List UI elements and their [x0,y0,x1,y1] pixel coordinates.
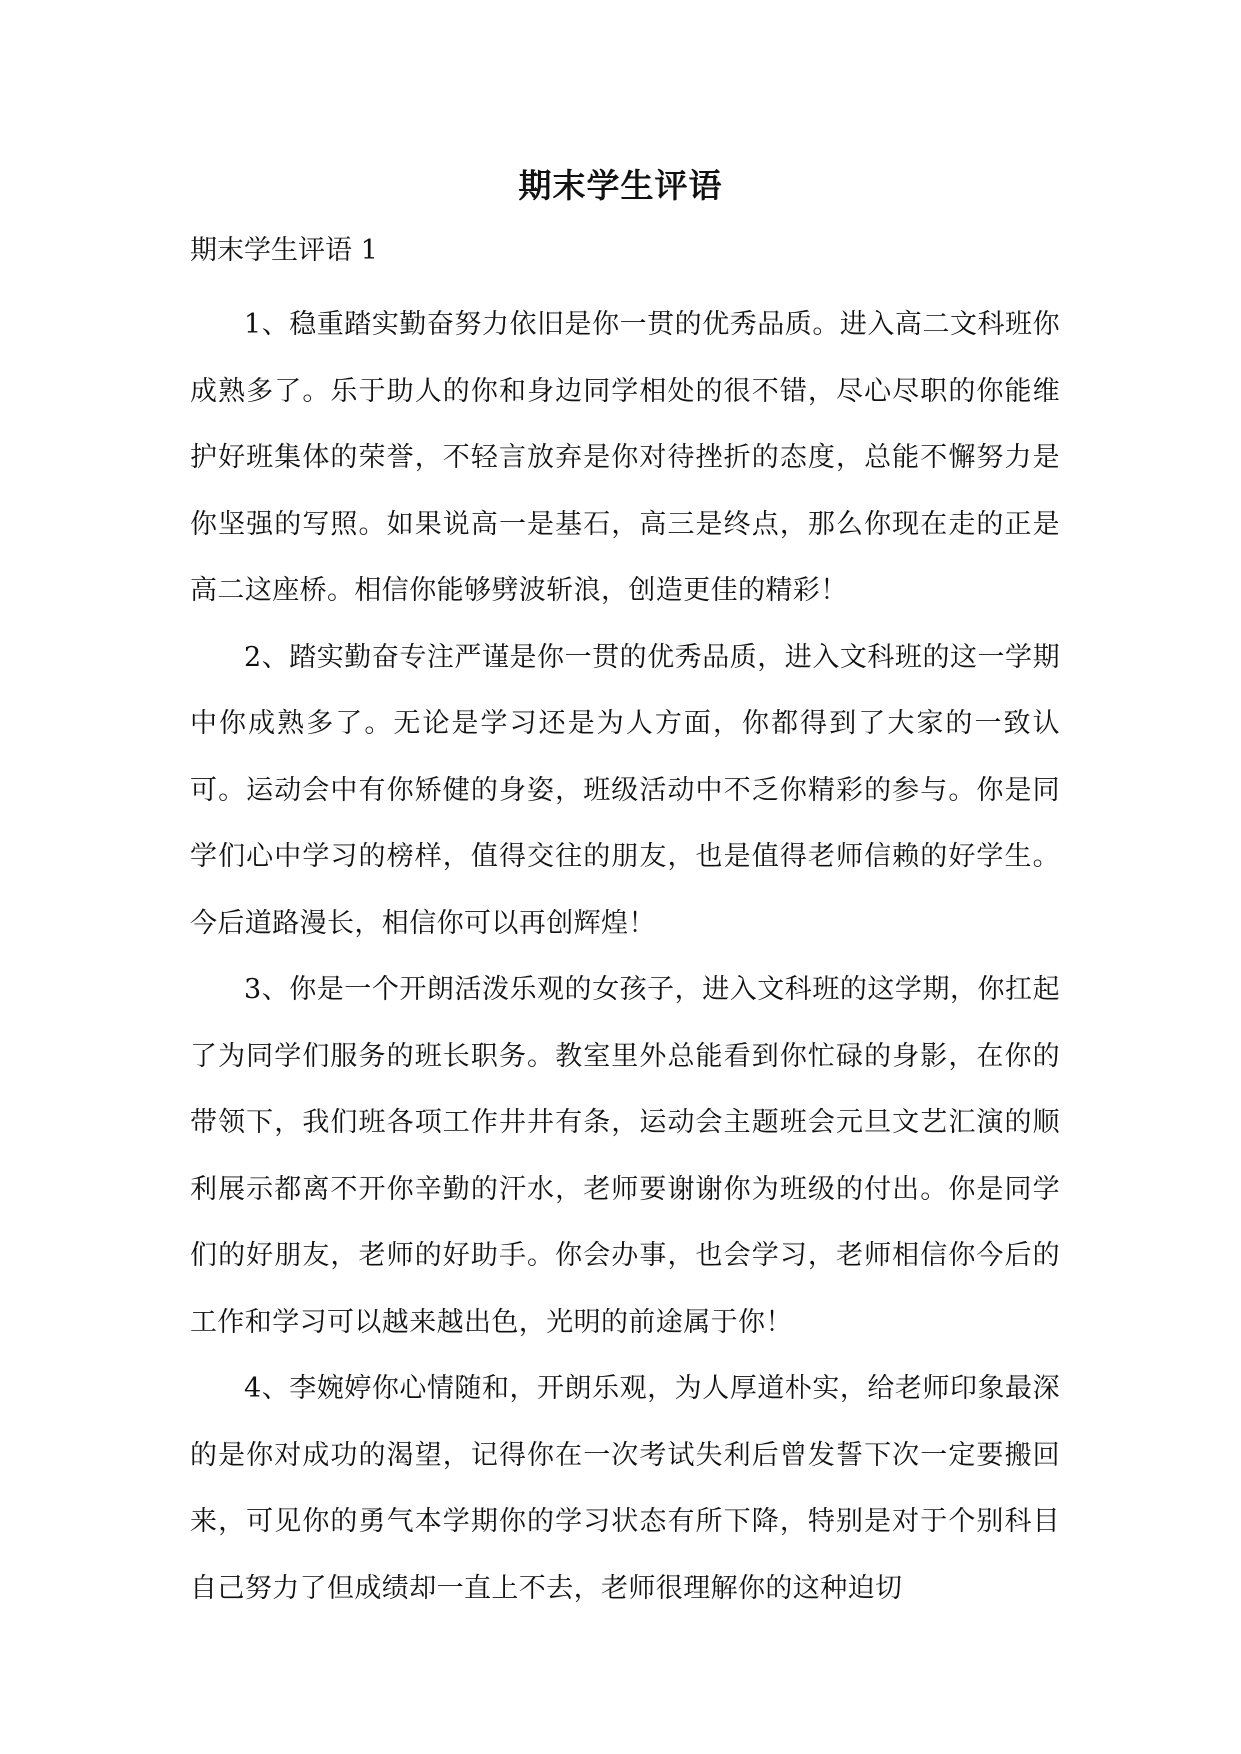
document-title: 期末学生评语 [518,166,723,205]
paragraph-4: 4、李婉婷你心情随和，开朗乐观，为人厚道朴实，给老师印象最深的是你对成功的渴望，记得你在一次考试失利后曾发誓下次一定要搬回来，可见你的勇气本学期你的学习状态有所下降，特别是对于个别科目自己努力了但成绩却一直上不去，老师很理解你的这种迫切 [190,1373,1060,1604]
paragraph-1: 1、稳重踏实勤奋努力依旧是你一贯的优秀品质。进入高二文科班你成熟多了。乐于助人的你和身边同学相处的很不错，尽心尽职的你能维护好班集体的荣誉，不轻言放弃是你对待挫折的态度，总能不懈努力是你坚强的写照。如果说高一是基石，高三是终点，那么你现在走的正是高二这座桥。相信你能够劈波斩浪，创造更佳的精彩！ [190,309,1060,606]
paragraph-3: 3、你是一个开朗活泼乐观的女孩子，进入文科班的这学期，你扛起了为同学们服务的班长职务。教室里外总能看到你忙碌的身影，在你的带领下，我们班各项工作井井有条，运动会主题班会元旦文艺汇演的顺利展示都离不开你辛勤的汗水，老师要谢谢你为班级的付出。你是同学们的好朋友，老师的好助手。你会办事，也会学习，老师相信你今后的工作和学习可以越来越出色，光明的前途属于你！ [190,974,1060,1338]
paragraph-2: 2、踏实勤奋专注严谨是你一贯的优秀品质，进入文科班的这一学期中你成熟多了。无论是学习还是为人方面，你都得到了大家的一致认可。运动会中有你矫健的身姿，班级活动中不乏你精彩的参与。你是同学们心中学习的榜样，值得交往的朋友，也是值得老师信赖的好学生。今后道路漫长，相信你可以再创辉煌！ [190,641,1060,939]
document-body [190,292,1060,1622]
section-heading: 期末学生评语 1 [190,235,378,266]
